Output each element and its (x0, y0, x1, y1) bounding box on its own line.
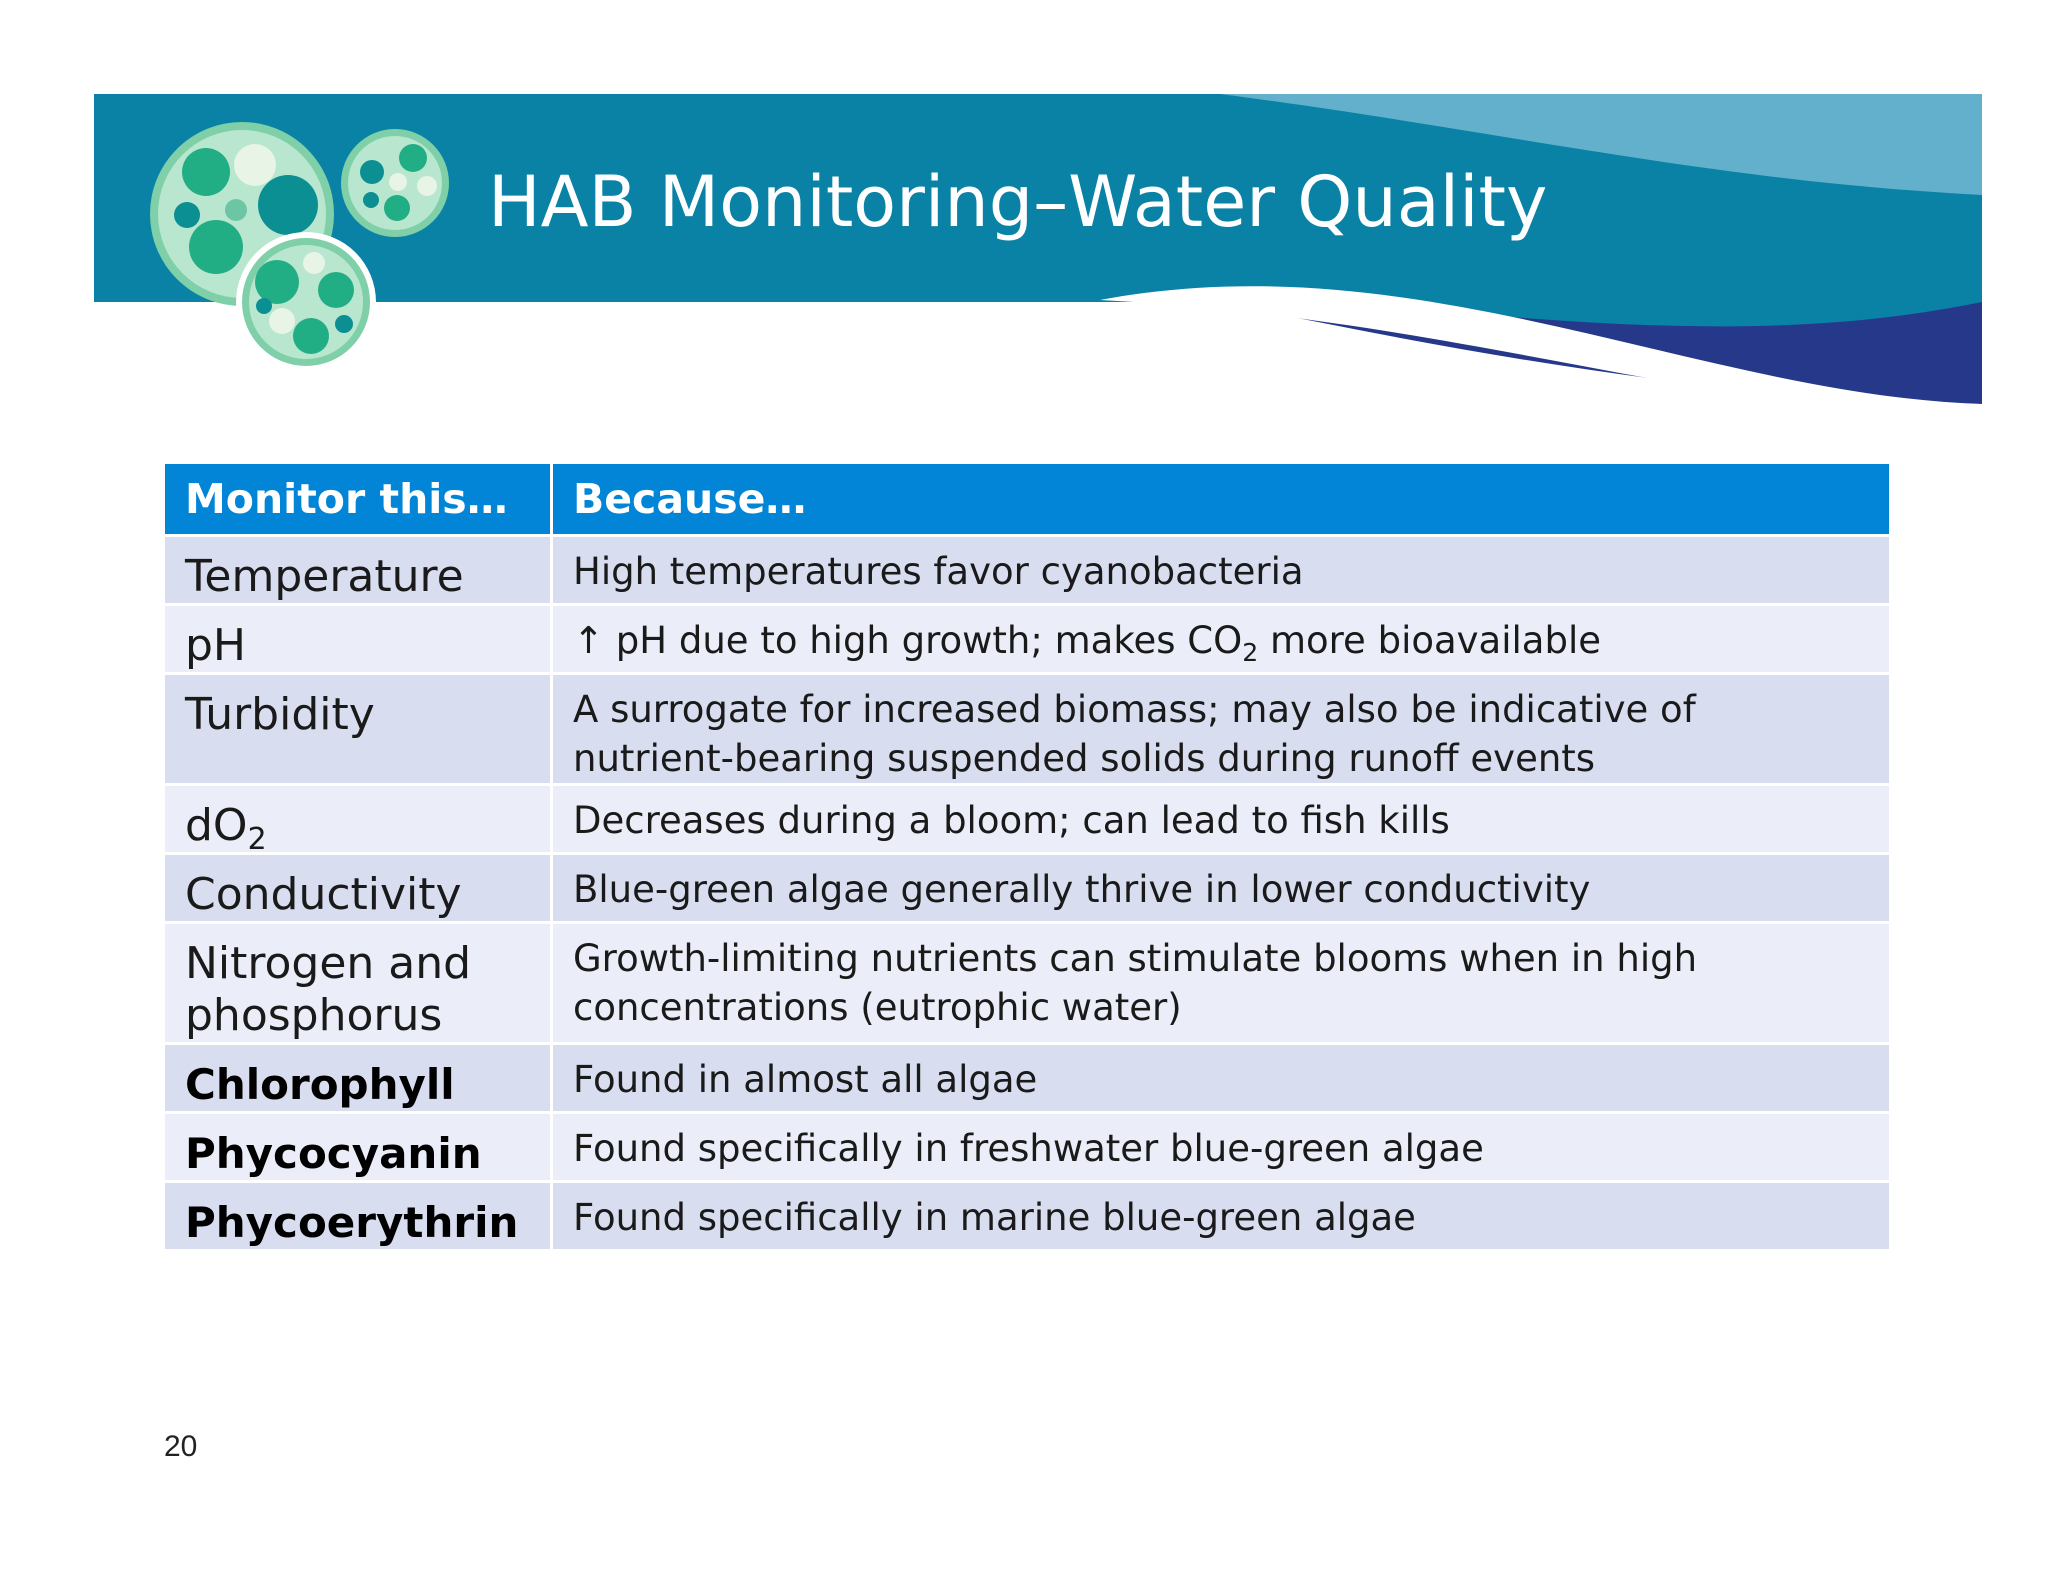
column-header-monitor: Monitor this… (164, 463, 552, 536)
reason-line: nutrient-bearing suspended solids during runoff events (573, 737, 1596, 780)
parameter-cell: Phycocyanin (164, 1113, 552, 1182)
parameter-cell (164, 785, 552, 857)
reason-text: more bioavailable (1258, 619, 1601, 662)
reason-subscript: 2 (1242, 637, 1259, 667)
table-row (164, 785, 1891, 854)
parameter-cell: Phycoerythrin (164, 1182, 552, 1251)
reason-cell: Found specifically in marine blue-green algae (552, 1182, 1891, 1251)
reason-line: Growth-limiting nutrients can stimulate blooms when in high (573, 937, 1698, 980)
table-row (164, 854, 1891, 923)
reason-text: pH due to high growth; makes CO (615, 619, 1243, 662)
reason-cell: Found in almost all algae (552, 1044, 1891, 1113)
table-row (164, 674, 1891, 785)
page-number: 20 (164, 1430, 198, 1463)
table-header-row (164, 463, 1891, 536)
reason-cell: Blue-green algae generally thrive in lower conductivity (552, 854, 1891, 923)
reason-cell: Found specifically in freshwater blue-green algae (552, 1113, 1891, 1182)
table-row (164, 536, 1891, 605)
parameter-line: phosphorus (185, 990, 443, 1041)
table-row (164, 605, 1891, 674)
reason-cell: High temperatures favor cyanobacteria (552, 536, 1891, 605)
table-row (164, 923, 1891, 1044)
parameter-text: dO (185, 800, 248, 851)
table-row (164, 1113, 1891, 1182)
table-row (164, 1044, 1891, 1113)
slide-title: HAB Monitoring–Water Quality (488, 161, 1548, 243)
parameter-cell (164, 923, 552, 1044)
column-header-because: Because… (552, 463, 1891, 536)
table-row (164, 1182, 1891, 1251)
reason-cell (552, 674, 1891, 785)
reason-cell (552, 923, 1891, 1044)
water-quality-table (162, 461, 1889, 1252)
parameter-cell: Temperature (164, 536, 552, 605)
algae-cell-icon (341, 129, 449, 237)
up-arrow-icon: ↑ (573, 619, 605, 662)
parameter-subscript: 2 (247, 821, 267, 857)
parameter-line: Nitrogen and (185, 938, 472, 989)
parameter-cell: Turbidity (164, 674, 552, 785)
reason-line: concentrations (eutrophic water) (573, 986, 1182, 1029)
reason-cell (552, 605, 1891, 674)
reason-line: A surrogate for increased biomass; may also be indicative of (573, 688, 1696, 731)
algae-cell-icon (236, 232, 376, 372)
parameter-cell: pH (164, 605, 552, 674)
reason-cell: Decreases during a bloom; can lead to fish kills (552, 785, 1891, 854)
parameter-cell: Conductivity (164, 854, 552, 923)
parameter-cell: Chlorophyll (164, 1044, 552, 1113)
